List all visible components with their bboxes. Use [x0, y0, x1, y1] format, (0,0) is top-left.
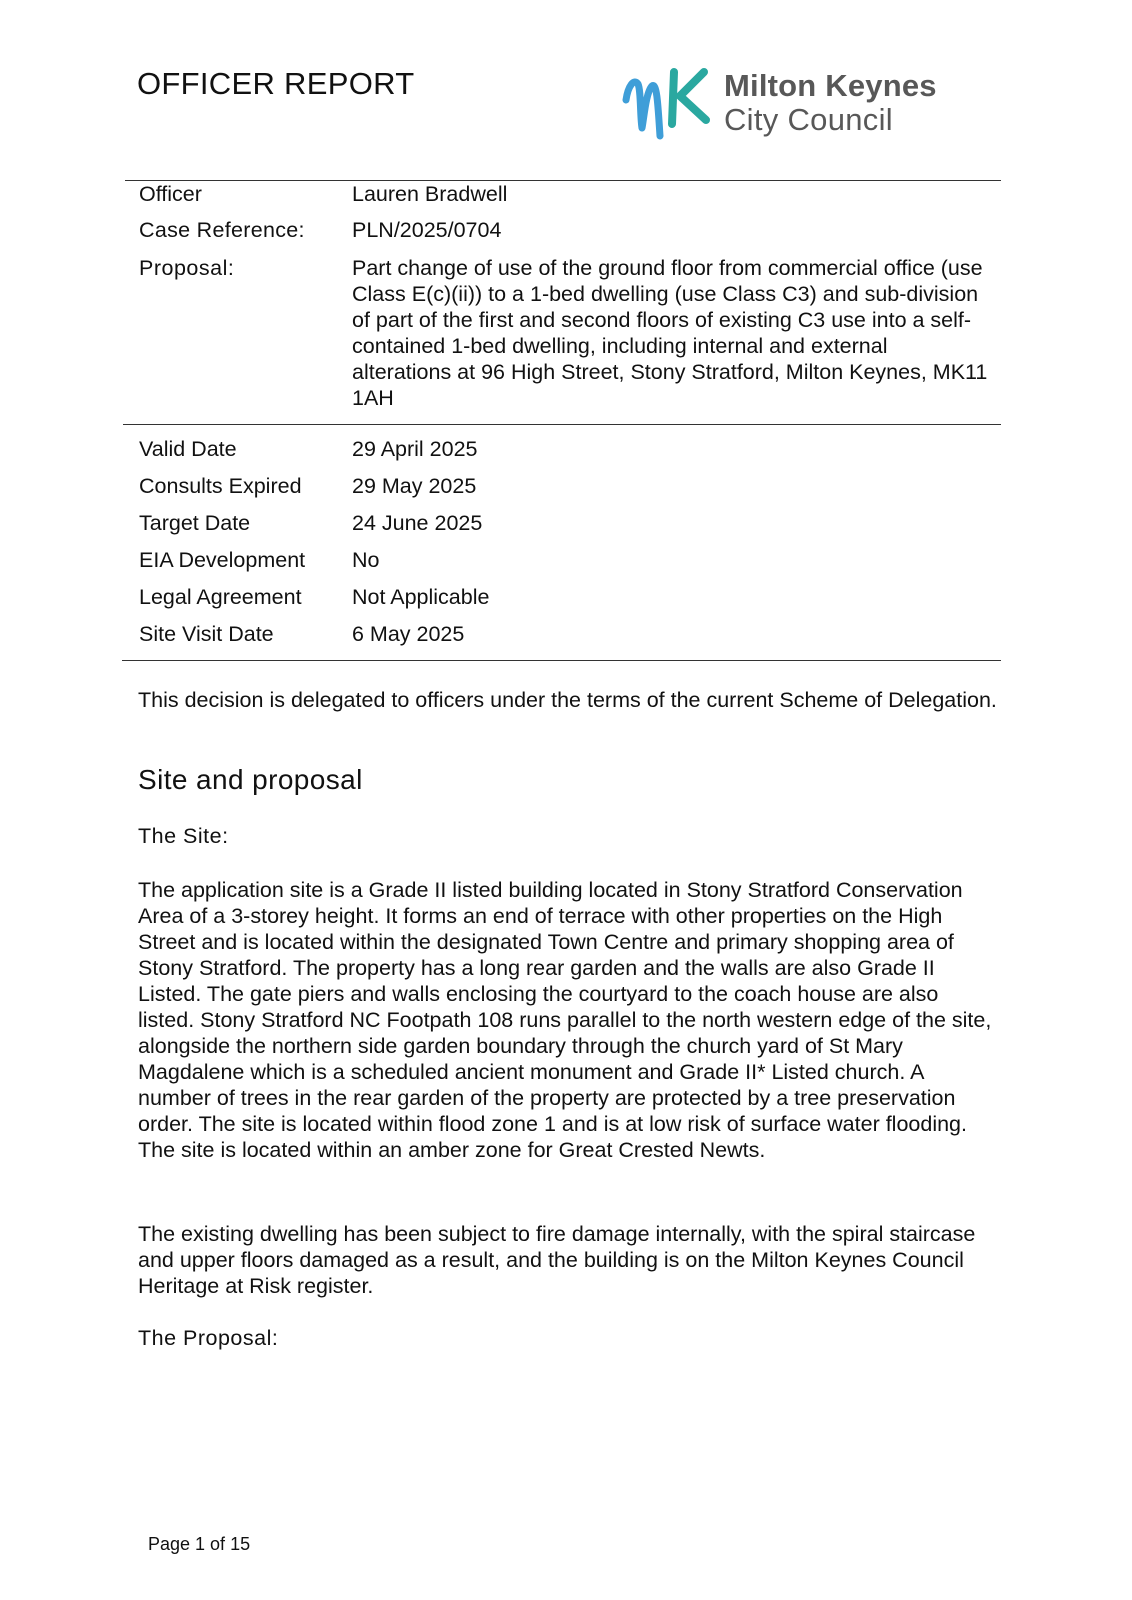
logo-text-line2: City Council	[724, 102, 893, 137]
site-paragraph-2: The existing dwelling has been subject to fire damage internally, with the spiral staircase and upper floors damaged as a result, and the building is on the Milton Keynes Council Heritage at Risk register.	[138, 1222, 976, 1298]
case-reference-value: PLN/2025/0704	[352, 218, 502, 242]
valid-date-value: 29 April 2025	[352, 437, 478, 461]
target-date-label: Target Date	[139, 511, 251, 535]
proposal-label: Proposal:	[139, 256, 235, 280]
section-heading: Site and proposal	[138, 764, 363, 795]
eia-development-value: No	[352, 548, 380, 572]
site-paragraph-1: The application site is a Grade II listed building located in Stony Stratford Conservation Area of a 3-storey height. It forms an end of terrace with other properties on the High Street and is located within the designated Town Centre and primary shopping area of Stony Stratford. The property has a long rear garden and the walls are also Grade II Listed. The gate piers and walls enclosing the courtyard to the coach house are also listed. Stony Stratford NC Footpath 108 runs parallel to the north western edge of the site, alongside the northern side garden boundary through the church yard of St Mary Magdalene which is a scheduled ancient monument and Grade II* Listed church. A number of trees in the rear garden of the property are protected by a tree preservation order. The site is located within flood zone 1 and is at low risk of surface water flooding. The site is located within an amber zone for Great Crested Newts.	[138, 878, 992, 1162]
eia-development-label: EIA Development	[139, 548, 306, 572]
delegation-statement: This decision is delegated to officers under the terms of the current Scheme of Delegation.	[138, 688, 997, 712]
legal-agreement-value: Not Applicable	[352, 585, 490, 609]
proposal-value: Part change of use of the ground floor from commercial office (use Class E(c)(ii)) to a 1-bed dwelling (use Class C3) and sub-division of part of the first and second floors of existing C3 use into a self-contained 1-bed dwelling, including internal and external alterations at 96 High Street, Stony Stratford, Milton Keynes, MK11 1AH	[352, 256, 988, 410]
case-reference-label: Case Reference:	[139, 218, 305, 242]
site-visit-date-label: Site Visit Date	[139, 622, 274, 646]
council-logo	[620, 66, 1000, 146]
proposal-subheading: The Proposal:	[138, 1326, 279, 1350]
target-date-value: 24 June 2025	[352, 511, 483, 535]
consults-expired-value: 29 May 2025	[352, 474, 477, 498]
site-subheading: The Site:	[138, 824, 229, 848]
table-top-rule	[125, 180, 1001, 181]
site-visit-date-value: 6 May 2025	[352, 622, 465, 646]
report-title: OFFICER REPORT	[137, 66, 415, 101]
officer-value: Lauren Bradwell	[352, 182, 508, 206]
legal-agreement-label: Legal Agreement	[139, 585, 302, 609]
valid-date-label: Valid Date	[139, 437, 237, 461]
consults-expired-label: Consults Expired	[139, 474, 302, 498]
table-bottom-rule	[122, 660, 1001, 661]
officer-label: Officer	[139, 182, 202, 206]
table-middle-rule	[123, 424, 1001, 425]
logo-text-line1: Milton Keynes	[724, 68, 937, 103]
page-number: Page 1 of 15	[148, 1534, 251, 1554]
mk-logo-mark-icon	[620, 66, 716, 146]
